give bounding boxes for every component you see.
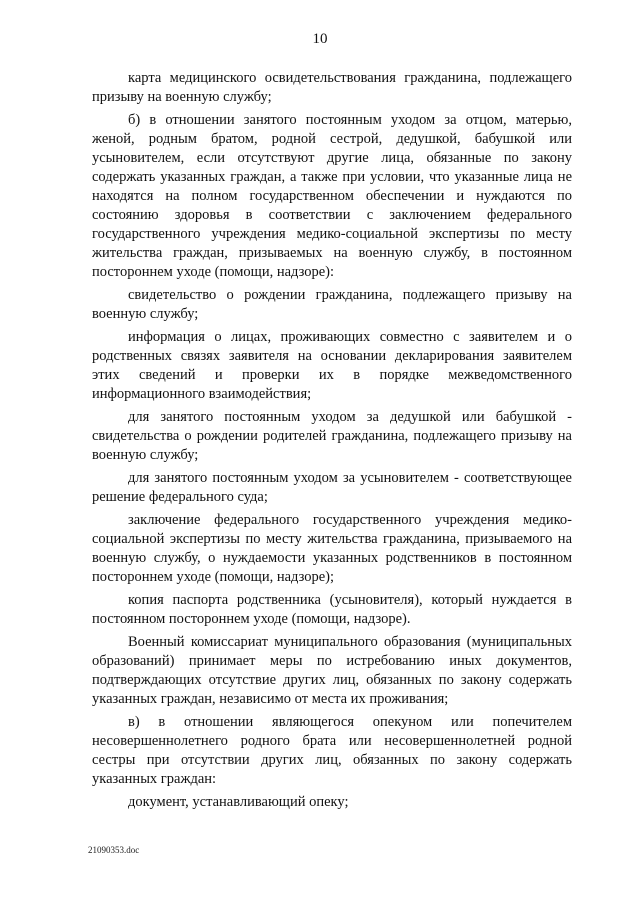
paragraph-passport-copy: копия паспорта родственника (усыновителя), который нуждается в постоянном постороннем уходе (помощи, надзоре). [92,592,572,627]
paragraph-guardianship-document: документ, устанавливающий опеку; [128,794,349,810]
paragraph-expert-conclusion: заключение федерального государственного учреждения медико-социальной экспертизы по месту жительства гражданина, призываемого на военную службу, о нуждаемости указанных родственников в постоянном постороннем уходе (помощи, надзоре); [92,512,572,585]
paragraph-medical-card: карта медицинского освидетельствования гражданина, подлежащего призыву на военную службу; [92,70,572,105]
paragraph-adopter: для занятого постоянным уходом за усыновителем - соответствующее решение федерального суда; [92,470,572,505]
document-body [92,69,572,816]
paragraph-item-v: в) в отношении являющегося опекуном или попечителем несовершеннолетнего родного брата или несовершеннолетней родной сестры при отсутствии других лиц, обязанных по закону содержать указанных граждан: [92,714,572,787]
paragraph-commissariat: Военный комиссариат муниципального образования (муниципальных образований) принимает меры по истребованию иных документов, подтверждающих отсутствие других лиц, обязанных по закону содержать указанных граждан, независимо от места их проживания; [92,634,572,707]
footer-filename: 21090353.doc [88,845,140,855]
paragraph-cohabitants-info: информация о лицах, проживающих совместно с заявителем и о родственных связях заявителя на основании декларирования заявителем этих сведений и проверки их в порядке межведомственного информационного взаимодействия; [92,329,572,402]
paragraph-grandparents: для занятого постоянным уходом за дедушкой или бабушкой - свидетельства о рождении родителей гражданина, подлежащего призыву на военную службу; [92,409,572,463]
paragraph-item-b: б) в отношении занятого постоянным уходом за отцом, матерью, женой, родным братом, родной сестрой, дедушкой, бабушкой или усыновителем, если отсутствуют другие лица, обязанные по закону содержать указанных граждан, а также при условии, что указанные лица не находятся на полном государственном обеспечении и нуждаются по состоянию здоровья в соответствии с заключением федерального государственного учреждения медико-социальной экспертизы по месту жительства граждан, призываемых на военную службу, в постоянном постороннем уходе (помощи, надзоре): [92,112,572,280]
page-number: 10 [312,31,328,47]
paragraph-birth-certificate: свидетельство о рождении гражданина, подлежащего призыву на военную службу; [92,287,572,322]
